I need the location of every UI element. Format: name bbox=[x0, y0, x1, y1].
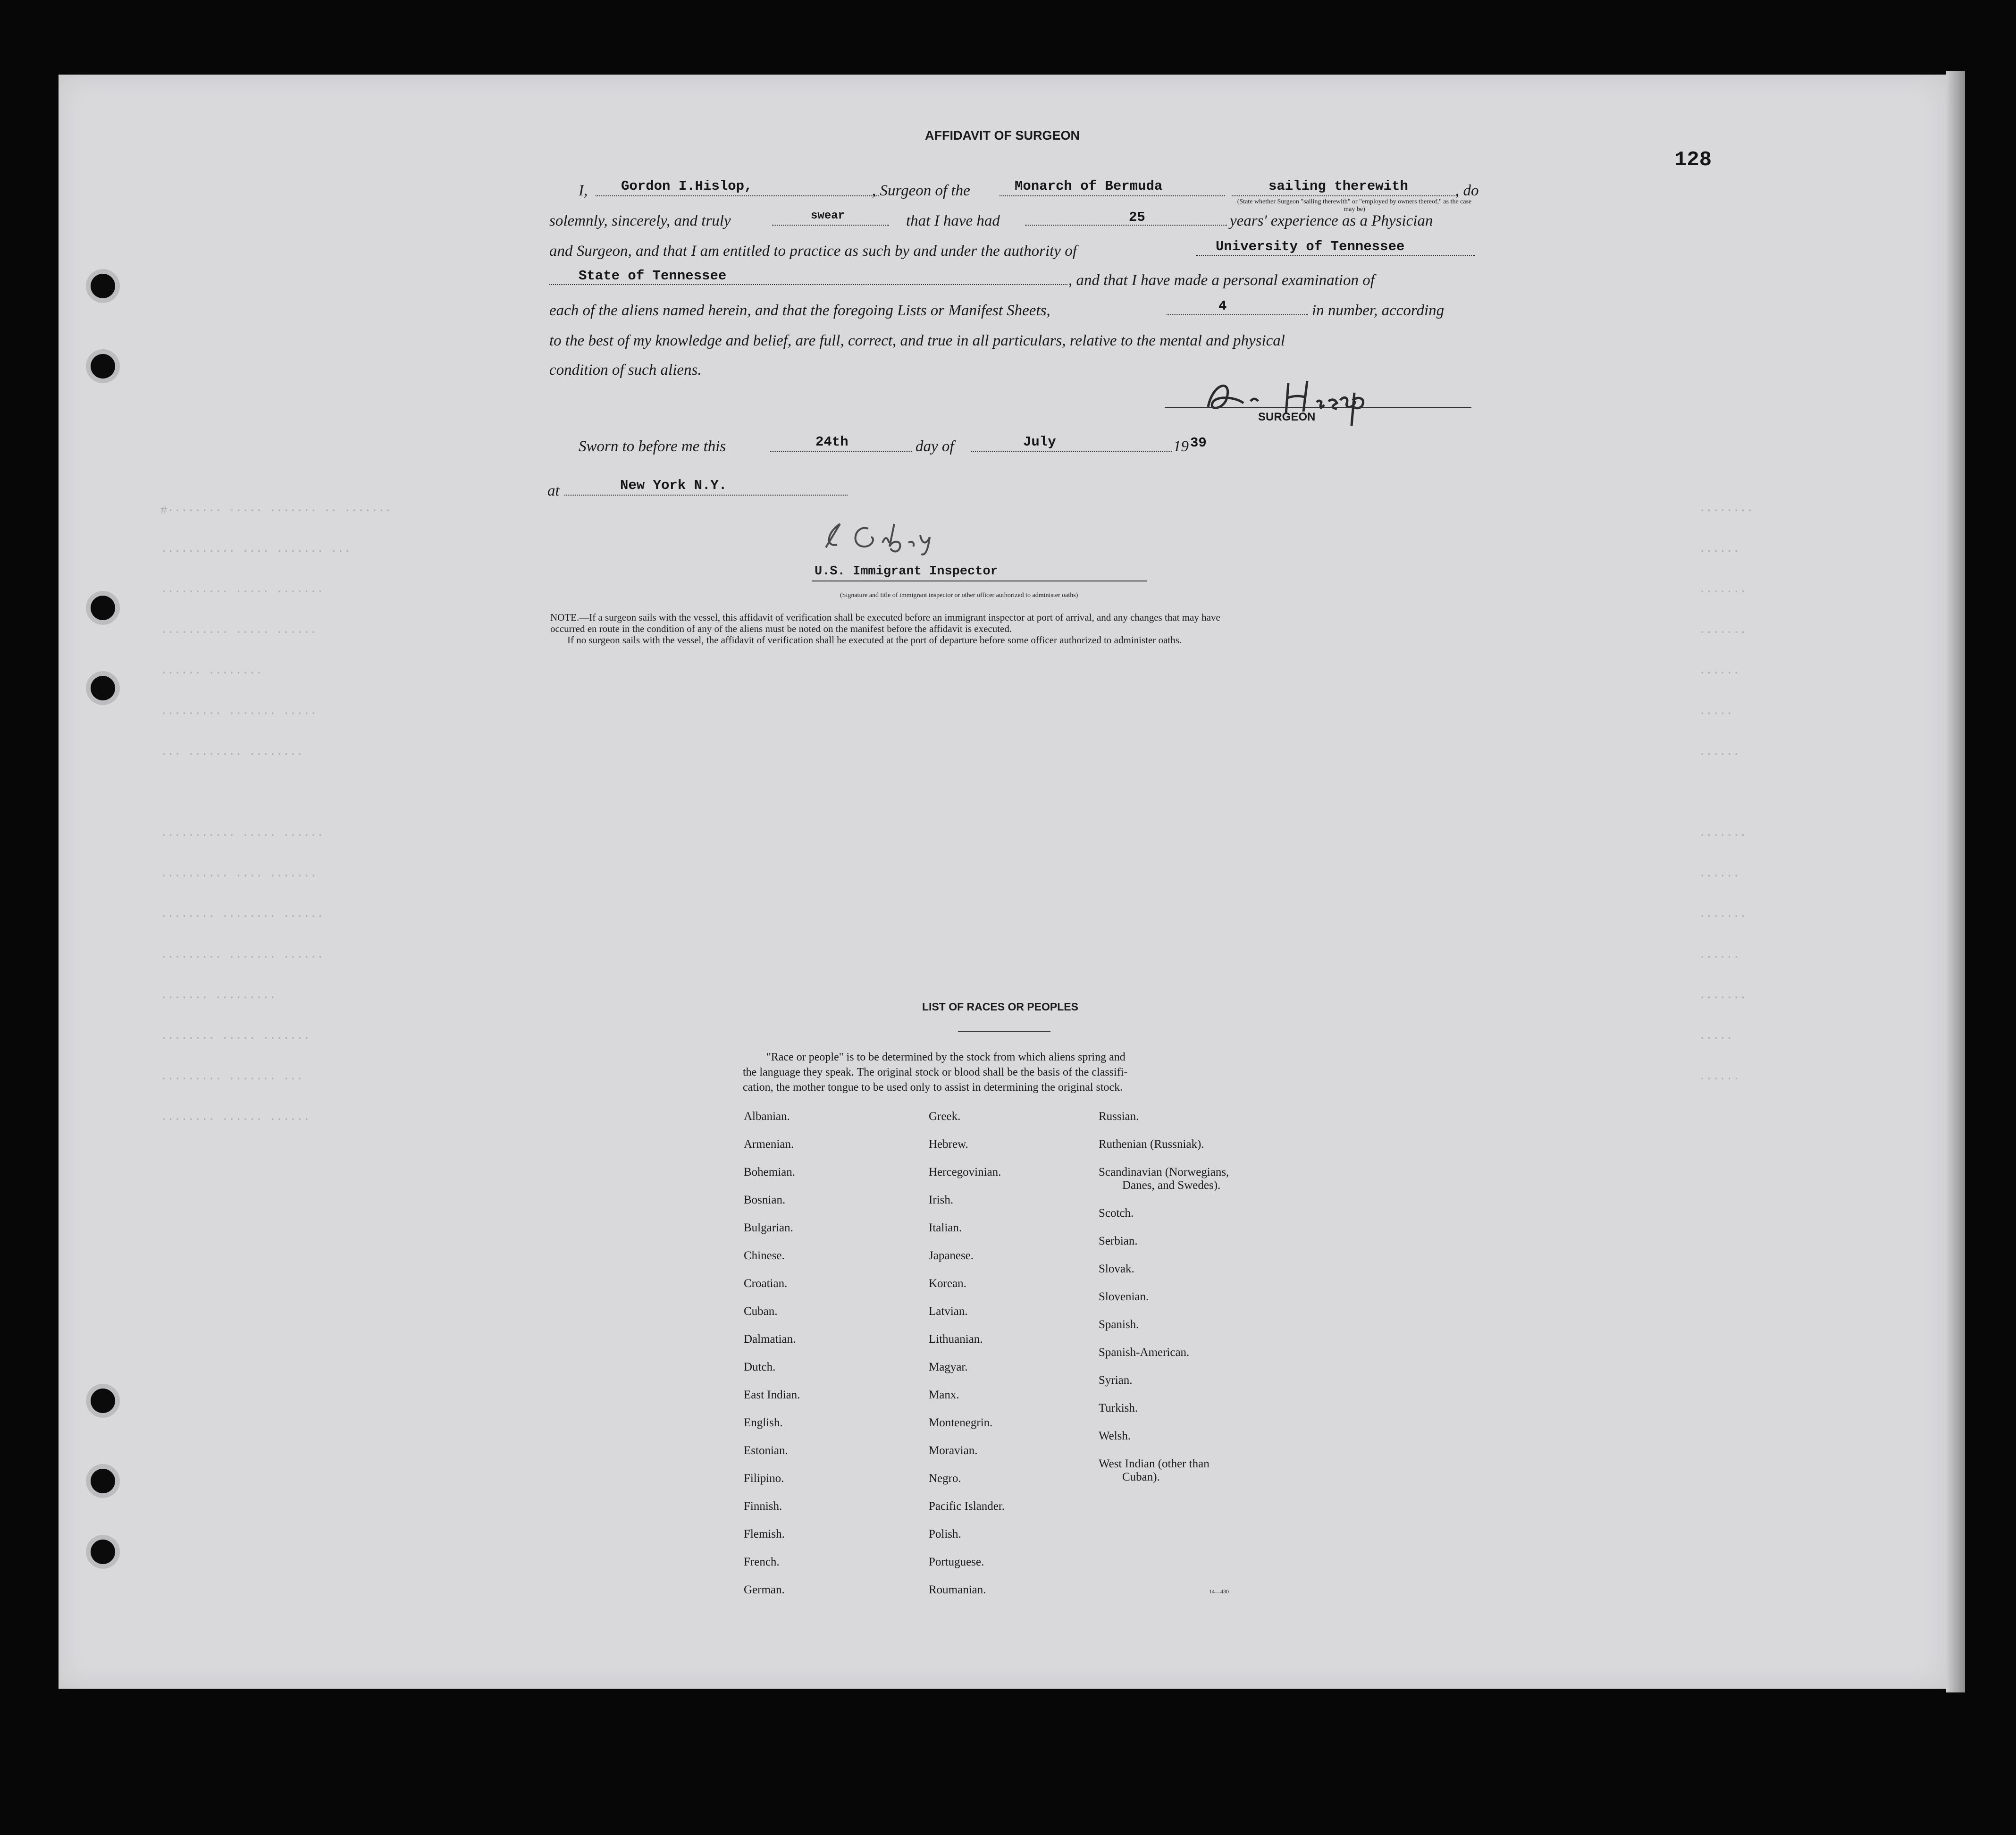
surgeon-name: Gordon I.Hislop, bbox=[621, 178, 753, 194]
races-title: LIST OF RACES OR PEOPLES bbox=[922, 1001, 1078, 1013]
binder-hole bbox=[91, 1389, 115, 1413]
race-item: Flemish. bbox=[744, 1528, 785, 1540]
sworn-place: New York N.Y. bbox=[620, 478, 727, 493]
race-item: Greek. bbox=[929, 1110, 961, 1123]
text-entitled: and Surgeon, and that I am entitled to practice as such by and under the authority of bbox=[549, 243, 1077, 260]
race-item: Scandinavian (Norwegians, bbox=[1099, 1166, 1229, 1178]
state: State of Tennessee bbox=[579, 268, 727, 284]
state-line bbox=[549, 284, 1067, 285]
races-column-1 bbox=[744, 1110, 800, 1611]
vessel-line bbox=[1000, 195, 1225, 196]
race-item: Danes, and Swedes). bbox=[1122, 1179, 1221, 1192]
text-best: to the best of my knowledge and belief, are full, correct, and true in all particulars, relative to the mental and physical bbox=[549, 332, 1285, 349]
race-item: French. bbox=[744, 1556, 780, 1568]
inspector-note: (Signature and title of immigrant inspector or other officer authorized to administer oaths) bbox=[840, 592, 1078, 599]
race-item: Manx. bbox=[929, 1389, 959, 1401]
surgeon-name-line bbox=[596, 195, 879, 196]
races-column-3 bbox=[1099, 1110, 1229, 1484]
race-item: Scotch. bbox=[1099, 1207, 1134, 1220]
binder-hole bbox=[91, 1469, 115, 1493]
note-line-2: occurred en route in the condition of any of the aliens must be noted on the manifest before the affidavit is executed. bbox=[550, 623, 1012, 634]
surgeon-signature-line bbox=[1165, 407, 1471, 408]
race-item: Pacific Islander. bbox=[929, 1500, 1005, 1513]
race-item: Roumanian. bbox=[929, 1583, 986, 1596]
race-item: Magyar. bbox=[929, 1361, 968, 1373]
race-item: Japanese. bbox=[929, 1249, 974, 1262]
authority-line bbox=[1196, 255, 1475, 256]
text-years-exp: years' experience as a Physician bbox=[1230, 212, 1433, 229]
race-item: Cuban. bbox=[744, 1305, 778, 1318]
oath-line bbox=[772, 225, 889, 226]
oath-word: swear bbox=[811, 210, 845, 222]
text-each: each of the aliens named herein, and that the foregoing Lists or Manifest Sheets, bbox=[549, 302, 1050, 319]
binder-hole bbox=[91, 676, 115, 700]
race-item: Slovenian. bbox=[1099, 1290, 1149, 1303]
bleed-through: #········ ◦···· ······· ·· ······· ··········· ···· ······· ··· ·········· ····· ······· ·········· ····· ······ ······ ········ ········· ······· ····· ··· ········ ········ ··········· ····· ······ ·········· ···· ······· ········ ········ ······ ········· ······· ······ ······· ········· ········ ····· ······· ········· ······· ··· ········ ······ ······ bbox=[160, 505, 392, 1126]
race-item: Armenian. bbox=[744, 1138, 794, 1151]
race-item: Finnish. bbox=[744, 1500, 782, 1513]
note-block bbox=[550, 612, 1475, 646]
text-in-number: in number, according bbox=[1312, 302, 1445, 319]
text-condition: condition of such aliens. bbox=[549, 362, 702, 379]
page-edge bbox=[1946, 71, 1965, 1692]
race-item: Korean. bbox=[929, 1277, 966, 1290]
race-item: Hebrew. bbox=[929, 1138, 968, 1151]
race-item: Moravian. bbox=[929, 1444, 978, 1457]
race-item: Russian. bbox=[1099, 1110, 1139, 1123]
race-item: English. bbox=[744, 1416, 783, 1429]
race-item: Negro. bbox=[929, 1472, 961, 1485]
race-item: Croatian. bbox=[744, 1277, 788, 1290]
race-item: Ruthenian (Russniak). bbox=[1099, 1138, 1204, 1151]
races-intro bbox=[743, 1050, 1273, 1095]
race-item: Hercegovinian. bbox=[929, 1166, 1001, 1178]
race-item: Spanish-American. bbox=[1099, 1346, 1190, 1359]
note-line-1: NOTE.—If a surgeon sails with the vessel, this affidavit of verification shall be executed before an immigrant inspector at port of arrival, and any changes that may have bbox=[550, 612, 1220, 623]
binder-hole bbox=[91, 274, 115, 298]
races-intro-line: cation, the mother tongue to be used only to assist in determining the original stock. bbox=[743, 1081, 1123, 1094]
race-item: Turkish. bbox=[1099, 1402, 1138, 1414]
race-item: Chinese. bbox=[744, 1249, 785, 1262]
years-line bbox=[1025, 225, 1227, 226]
month-line bbox=[971, 451, 1172, 452]
binder-hole bbox=[91, 596, 115, 620]
text-do: , do bbox=[1455, 182, 1479, 199]
sailing-status: sailing therewith bbox=[1268, 178, 1408, 194]
sworn-year: 39 bbox=[1190, 435, 1207, 451]
text-have-had: that I have had bbox=[906, 212, 1000, 229]
text-solemnly: solemnly, sincerely, and truly bbox=[549, 212, 731, 229]
race-item: Syrian. bbox=[1099, 1374, 1133, 1387]
sheets-line bbox=[1167, 314, 1308, 315]
race-item: Estonian. bbox=[744, 1444, 788, 1457]
bleed-through: ········ ······ ······· ······· ······ ····· ······ ······· ······ ······· ······ ······· ····· ······ bbox=[1699, 505, 1754, 1086]
race-item: Spanish. bbox=[1099, 1318, 1139, 1331]
race-item: Montenegrin. bbox=[929, 1416, 993, 1429]
sailing-note: (State whether Surgeon "sailing therewith" or "employed by owners thereof," as the case may be) bbox=[1237, 198, 1472, 213]
note-line-3: If no surgeon sails with the vessel, the affidavit of verification shall be executed at the port of departure before some officer authorized to administer oaths. bbox=[567, 634, 1182, 646]
inspector-signature bbox=[812, 514, 1033, 557]
text-examination: , and that I have made a personal examination of bbox=[1068, 272, 1375, 289]
races-intro-line: "Race or people" is to be determined by the stock from which aliens spring and bbox=[766, 1051, 1126, 1063]
years-experience: 25 bbox=[1129, 210, 1145, 225]
race-item: Filipino. bbox=[744, 1472, 784, 1485]
race-item: East Indian. bbox=[744, 1389, 800, 1401]
inspector-title: U.S. Immigrant Inspector bbox=[815, 564, 998, 579]
races-intro-line: the language they speak. The original stock or blood shall be the basis of the classifi- bbox=[743, 1066, 1128, 1078]
vessel-name: Monarch of Bermuda bbox=[1015, 178, 1163, 194]
race-item: Bosnian. bbox=[744, 1194, 786, 1206]
race-item: German. bbox=[744, 1583, 785, 1596]
sworn-month: July bbox=[1023, 434, 1056, 450]
race-item: Welsh. bbox=[1099, 1430, 1131, 1442]
race-item: Italian. bbox=[929, 1221, 962, 1234]
sheet-count: 4 bbox=[1218, 298, 1227, 314]
race-item: Polish. bbox=[929, 1528, 961, 1540]
races-title-rule bbox=[958, 1031, 1050, 1032]
place-line bbox=[564, 495, 848, 496]
race-item: West Indian (other than bbox=[1099, 1457, 1210, 1470]
day-line bbox=[770, 451, 912, 452]
races-column-2 bbox=[929, 1110, 1005, 1611]
binder-hole bbox=[91, 1540, 115, 1564]
form-number: 14—430 bbox=[1209, 1588, 1229, 1595]
race-item: Serbian. bbox=[1099, 1235, 1138, 1247]
race-item: Irish. bbox=[929, 1194, 954, 1206]
text-day-of: day of bbox=[916, 438, 954, 455]
race-item: Slovak. bbox=[1099, 1263, 1134, 1275]
page-number: 128 bbox=[1674, 148, 1712, 172]
surgeon-label: SURGEON bbox=[1258, 411, 1316, 423]
text-at: at bbox=[547, 482, 560, 499]
race-item: Dalmatian. bbox=[744, 1333, 796, 1346]
binder-hole bbox=[91, 354, 115, 379]
race-item: Albanian. bbox=[744, 1110, 790, 1123]
race-item: Bulgarian. bbox=[744, 1221, 793, 1234]
text-i: I, bbox=[579, 182, 588, 199]
race-item: Dutch. bbox=[744, 1361, 776, 1373]
text-surgeon-of: , Surgeon of the bbox=[872, 182, 970, 199]
sworn-day: 24th bbox=[815, 434, 848, 450]
authority: University of Tennessee bbox=[1216, 239, 1405, 254]
race-item: Lithuanian. bbox=[929, 1333, 983, 1346]
text-sworn: Sworn to before me this bbox=[579, 438, 726, 455]
race-item: Cuban). bbox=[1122, 1471, 1160, 1483]
race-item: Latvian. bbox=[929, 1305, 968, 1318]
race-item: Bohemian. bbox=[744, 1166, 796, 1178]
text-year-prefix: 19 bbox=[1173, 438, 1189, 455]
sailing-line bbox=[1232, 195, 1457, 196]
affidavit-title: AFFIDAVIT OF SURGEON bbox=[925, 128, 1080, 143]
race-item: Portuguese. bbox=[929, 1556, 984, 1568]
